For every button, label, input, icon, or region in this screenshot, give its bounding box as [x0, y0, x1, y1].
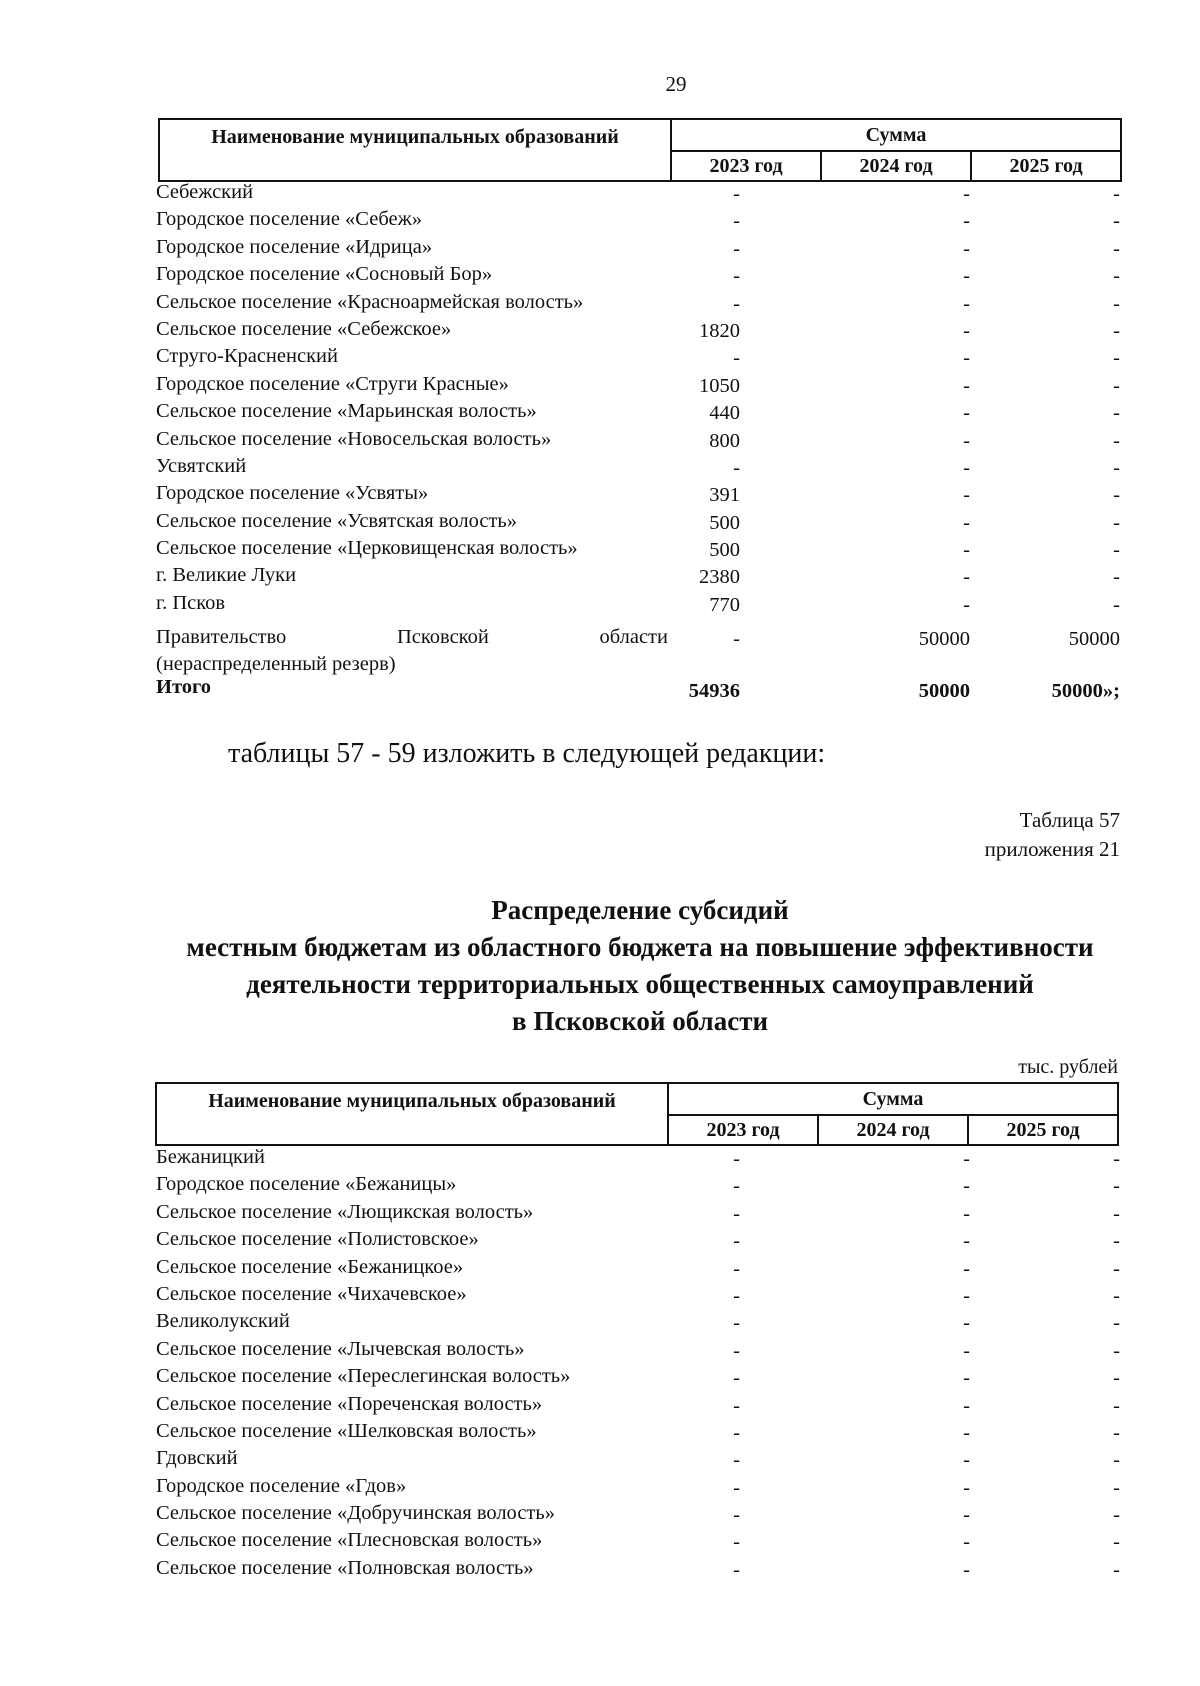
- row-value-2025: -: [1113, 319, 1120, 342]
- table-row: [156, 1529, 1120, 1556]
- row-name: г. Псков: [156, 591, 226, 614]
- row-value-2025: -: [1113, 511, 1120, 534]
- row-name: Городское поселение «Себеж»: [156, 208, 422, 231]
- table-row: [156, 455, 1120, 482]
- row-name: Сельское поселение «Пореченская волость»: [156, 1392, 543, 1415]
- header-sum: Сумма: [671, 119, 1121, 151]
- table-ref-line1: Таблица 57: [1019, 808, 1120, 832]
- row-value-2025: -: [1113, 1339, 1120, 1362]
- row-value-2023: -: [733, 1257, 740, 1280]
- row-value-2025: -: [1113, 1449, 1120, 1472]
- row-value-2023: -: [733, 1476, 740, 1499]
- table-row: [156, 592, 1120, 619]
- table-row: [156, 208, 1120, 235]
- title-line-1: Распределение субсидий: [491, 895, 789, 925]
- row-value-2024: -: [963, 347, 970, 370]
- row-value-2023: -: [733, 1148, 740, 1170]
- table1-body: [156, 181, 1120, 619]
- row-value-2025: -: [1113, 265, 1120, 288]
- row-name: г. Великие Луки: [156, 564, 297, 587]
- row-value-2024: -: [963, 402, 970, 425]
- header-sum: Сумма: [668, 1083, 1118, 1115]
- table-row: [156, 1338, 1120, 1365]
- row-name: Сельское поселение «Полистовское»: [156, 1228, 479, 1251]
- total-2024: 50000: [918, 680, 970, 702]
- row-name: Усвятский: [156, 454, 247, 477]
- row-value-2025: -: [1113, 456, 1120, 479]
- government-reserve-row: [156, 626, 1120, 680]
- header-name-column: Наименование муниципальных образований: [156, 1083, 668, 1145]
- table-row: [156, 1447, 1120, 1474]
- row-value-2023: -: [733, 1421, 740, 1444]
- row-value-2023: -: [733, 1504, 740, 1527]
- row-value-2024: -: [963, 1531, 970, 1554]
- total-row: [156, 676, 1120, 704]
- row-name: Великолукский: [156, 1310, 290, 1333]
- row-value-2025: -: [1113, 1230, 1120, 1253]
- table-row: [156, 1228, 1120, 1255]
- header-year-2023: 2023 год: [671, 151, 821, 181]
- row-value-2025: -: [1113, 237, 1120, 260]
- page-number: 29: [665, 72, 687, 96]
- row-value-2023: 1050: [699, 374, 740, 397]
- row-value-2023: -: [733, 1394, 740, 1417]
- row-value-2025: -: [1113, 1421, 1120, 1444]
- table-row: [156, 428, 1120, 455]
- row-value-2024: -: [963, 1421, 970, 1444]
- row-value-2023: -: [733, 1312, 740, 1335]
- row-name: Себежский: [156, 181, 254, 203]
- row-value-2023: 391: [709, 484, 740, 507]
- row-value-2025: -: [1113, 566, 1120, 589]
- row-value-2023: 800: [709, 429, 740, 452]
- table-row: [156, 345, 1120, 372]
- row-value-2023: -: [733, 347, 740, 370]
- total-label: Итого: [156, 676, 212, 698]
- government-row-line2: (нераспределенный резерв): [156, 653, 396, 675]
- row-value-2024: -: [963, 1148, 970, 1170]
- table-row: [156, 537, 1120, 564]
- row-value-2024: -: [963, 1504, 970, 1527]
- table-row: [156, 373, 1120, 400]
- row-value-2025: -: [1113, 347, 1120, 370]
- row-name: Городское поселение «Идрица»: [156, 235, 433, 258]
- row-value-2024: -: [963, 319, 970, 342]
- row-value-2023: -: [733, 265, 740, 288]
- row-value-2025: -: [1113, 1531, 1120, 1554]
- units-label: тыс. рублей: [1018, 1056, 1118, 1078]
- row-value-2025: -: [1113, 593, 1120, 616]
- row-value-2023: -: [733, 1339, 740, 1362]
- row-value-2024: -: [963, 1284, 970, 1307]
- government-row-2023: -: [733, 628, 740, 650]
- table2-header: [155, 1082, 1119, 1146]
- row-value-2024: -: [963, 210, 970, 233]
- row-name: Сельское поселение «Плесновская волость»: [156, 1529, 543, 1552]
- row-value-2024: -: [963, 593, 970, 616]
- row-value-2023: 2380: [699, 566, 740, 589]
- row-value-2024: -: [963, 1312, 970, 1335]
- table-row: [156, 1393, 1120, 1420]
- row-value-2023: 1820: [699, 319, 740, 342]
- row-value-2023: -: [733, 1202, 740, 1225]
- table-row: [156, 1502, 1120, 1529]
- row-name: Сельское поселение «Переслегинская волость»: [156, 1365, 571, 1388]
- row-value-2024: -: [963, 1558, 970, 1581]
- title-line-3: деятельности территориальных общественных самоуправлений: [246, 969, 1034, 999]
- row-name: Сельское поселение «Новосельская волость»: [156, 427, 552, 450]
- row-value-2024: -: [963, 237, 970, 260]
- row-value-2023: -: [733, 1284, 740, 1307]
- row-name: Сельское поселение «Лющикская волость»: [156, 1200, 534, 1223]
- row-value-2025: -: [1113, 402, 1120, 425]
- row-value-2024: -: [963, 265, 970, 288]
- header-year-2024: 2024 год: [821, 151, 971, 181]
- row-value-2025: -: [1113, 1312, 1120, 1335]
- table-row: [156, 236, 1120, 263]
- row-value-2024: -: [963, 183, 970, 205]
- row-value-2024: -: [963, 374, 970, 397]
- row-value-2024: -: [963, 1202, 970, 1225]
- row-value-2023: -: [733, 237, 740, 260]
- row-value-2023: -: [733, 1558, 740, 1581]
- row-name: Городское поселение «Усвяты»: [156, 482, 429, 505]
- row-value-2025: -: [1113, 1476, 1120, 1499]
- government-row-line1: Правительство Псковской области: [156, 626, 668, 648]
- table-row: [156, 400, 1120, 427]
- row-name: Бежаницкий: [156, 1146, 265, 1168]
- row-name: Городское поселение «Гдов»: [156, 1474, 407, 1497]
- row-value-2025: -: [1113, 292, 1120, 315]
- table-row: [156, 1146, 1120, 1173]
- row-value-2023: -: [733, 183, 740, 205]
- row-name: Струго-Красненский: [156, 345, 338, 368]
- table-row: [156, 482, 1120, 509]
- row-value-2023: 440: [709, 402, 740, 425]
- row-value-2024: -: [963, 1449, 970, 1472]
- row-name: Сельское поселение «Лычевская волость»: [156, 1337, 525, 1360]
- row-name: Сельское поселение «Бежаницкое»: [156, 1255, 464, 1278]
- document-title: [140, 892, 1140, 1040]
- row-value-2024: -: [963, 1476, 970, 1499]
- row-value-2025: -: [1113, 1558, 1120, 1581]
- row-value-2024: -: [963, 1339, 970, 1362]
- row-value-2024: -: [963, 1367, 970, 1390]
- row-value-2023: -: [733, 456, 740, 479]
- row-value-2025: -: [1113, 539, 1120, 562]
- row-value-2024: -: [963, 456, 970, 479]
- government-row-2025: 50000: [1068, 628, 1120, 650]
- header-year-2024: 2024 год: [818, 1115, 968, 1145]
- row-name: Городское поселение «Сосновый Бор»: [156, 263, 493, 286]
- row-value-2025: -: [1113, 1367, 1120, 1390]
- row-value-2025: -: [1113, 1202, 1120, 1225]
- row-value-2023: -: [733, 1449, 740, 1472]
- row-name: Сельское поселение «Церковищенская волость»: [156, 537, 578, 560]
- table-row: [156, 1557, 1120, 1584]
- table-row: [156, 318, 1120, 345]
- row-name: Сельское поселение «Чихачевское»: [156, 1282, 467, 1305]
- title-line-4: в Псковской области: [511, 1006, 769, 1036]
- row-value-2024: -: [963, 511, 970, 534]
- row-value-2025: -: [1113, 374, 1120, 397]
- row-value-2023: 500: [709, 511, 740, 534]
- row-value-2025: -: [1113, 1257, 1120, 1280]
- table-row: [156, 564, 1120, 591]
- table1-header: [158, 118, 1122, 182]
- row-name: Сельское поселение «Себежское»: [156, 317, 452, 340]
- row-value-2023: 770: [709, 593, 740, 616]
- row-value-2023: -: [733, 1175, 740, 1198]
- header-year-2025: 2025 год: [968, 1115, 1118, 1145]
- table-ref-line2: приложения 21: [984, 837, 1120, 861]
- table-row: [156, 1420, 1120, 1447]
- table-row: [156, 1173, 1120, 1200]
- row-value-2024: -: [963, 1257, 970, 1280]
- table-row: [156, 1310, 1120, 1337]
- row-value-2024: -: [963, 429, 970, 452]
- row-value-2024: -: [963, 1175, 970, 1198]
- row-name: Городское поселение «Струги Красные»: [156, 372, 509, 395]
- row-value-2025: -: [1113, 1284, 1120, 1307]
- row-value-2023: -: [733, 210, 740, 233]
- government-row-2024: 50000: [918, 628, 970, 650]
- row-name: Сельское поселение «Марьинская волость»: [156, 400, 537, 423]
- table-row: [156, 1256, 1120, 1283]
- table-row: [156, 181, 1120, 208]
- table2-body: [156, 1146, 1120, 1584]
- row-name: Гдовский: [156, 1447, 238, 1470]
- row-name: Сельское поселение «Шелковская волость»: [156, 1419, 537, 1442]
- row-value-2025: -: [1113, 1394, 1120, 1417]
- total-2025: 50000»;: [1051, 680, 1120, 702]
- table-row: [156, 291, 1120, 318]
- table-row: [156, 263, 1120, 290]
- row-value-2025: -: [1113, 484, 1120, 507]
- table-row: [156, 510, 1120, 537]
- title-line-2: местным бюджетам из областного бюджета на повышение эффективности: [186, 932, 1094, 962]
- row-value-2025: -: [1113, 1504, 1120, 1527]
- intro-text: таблицы 57 - 59 изложить в следующей редакции:: [228, 738, 826, 769]
- row-value-2024: -: [963, 566, 970, 589]
- row-value-2023: 500: [709, 539, 740, 562]
- row-value-2025: -: [1113, 429, 1120, 452]
- table-row: [156, 1201, 1120, 1228]
- header-year-2025: 2025 год: [971, 151, 1121, 181]
- row-name: Сельское поселение «Усвятская волость»: [156, 509, 518, 532]
- header-year-2023: 2023 год: [668, 1115, 818, 1145]
- row-value-2024: -: [963, 292, 970, 315]
- row-name: Городское поселение «Бежаницы»: [156, 1173, 457, 1196]
- row-value-2023: -: [733, 1367, 740, 1390]
- table-row: [156, 1283, 1120, 1310]
- row-value-2024: -: [963, 1230, 970, 1253]
- table-row: [156, 1365, 1120, 1392]
- row-name: Сельское поселение «Красноармейская волость»: [156, 290, 584, 313]
- row-value-2024: -: [963, 484, 970, 507]
- total-2023: 54936: [688, 680, 740, 702]
- row-name: Сельское поселение «Добручинская волость»: [156, 1502, 555, 1525]
- row-value-2024: -: [963, 1394, 970, 1417]
- header-name-column: Наименование муниципальных образований: [159, 119, 671, 181]
- row-value-2023: -: [733, 1531, 740, 1554]
- table-row: [156, 1475, 1120, 1502]
- row-name: Сельское поселение «Полновская волость»: [156, 1556, 534, 1579]
- row-value-2025: -: [1113, 183, 1120, 205]
- row-value-2025: -: [1113, 1148, 1120, 1170]
- row-value-2023: -: [733, 292, 740, 315]
- row-value-2024: -: [963, 539, 970, 562]
- row-value-2025: -: [1113, 1175, 1120, 1198]
- row-value-2023: -: [733, 1230, 740, 1253]
- row-value-2025: -: [1113, 210, 1120, 233]
